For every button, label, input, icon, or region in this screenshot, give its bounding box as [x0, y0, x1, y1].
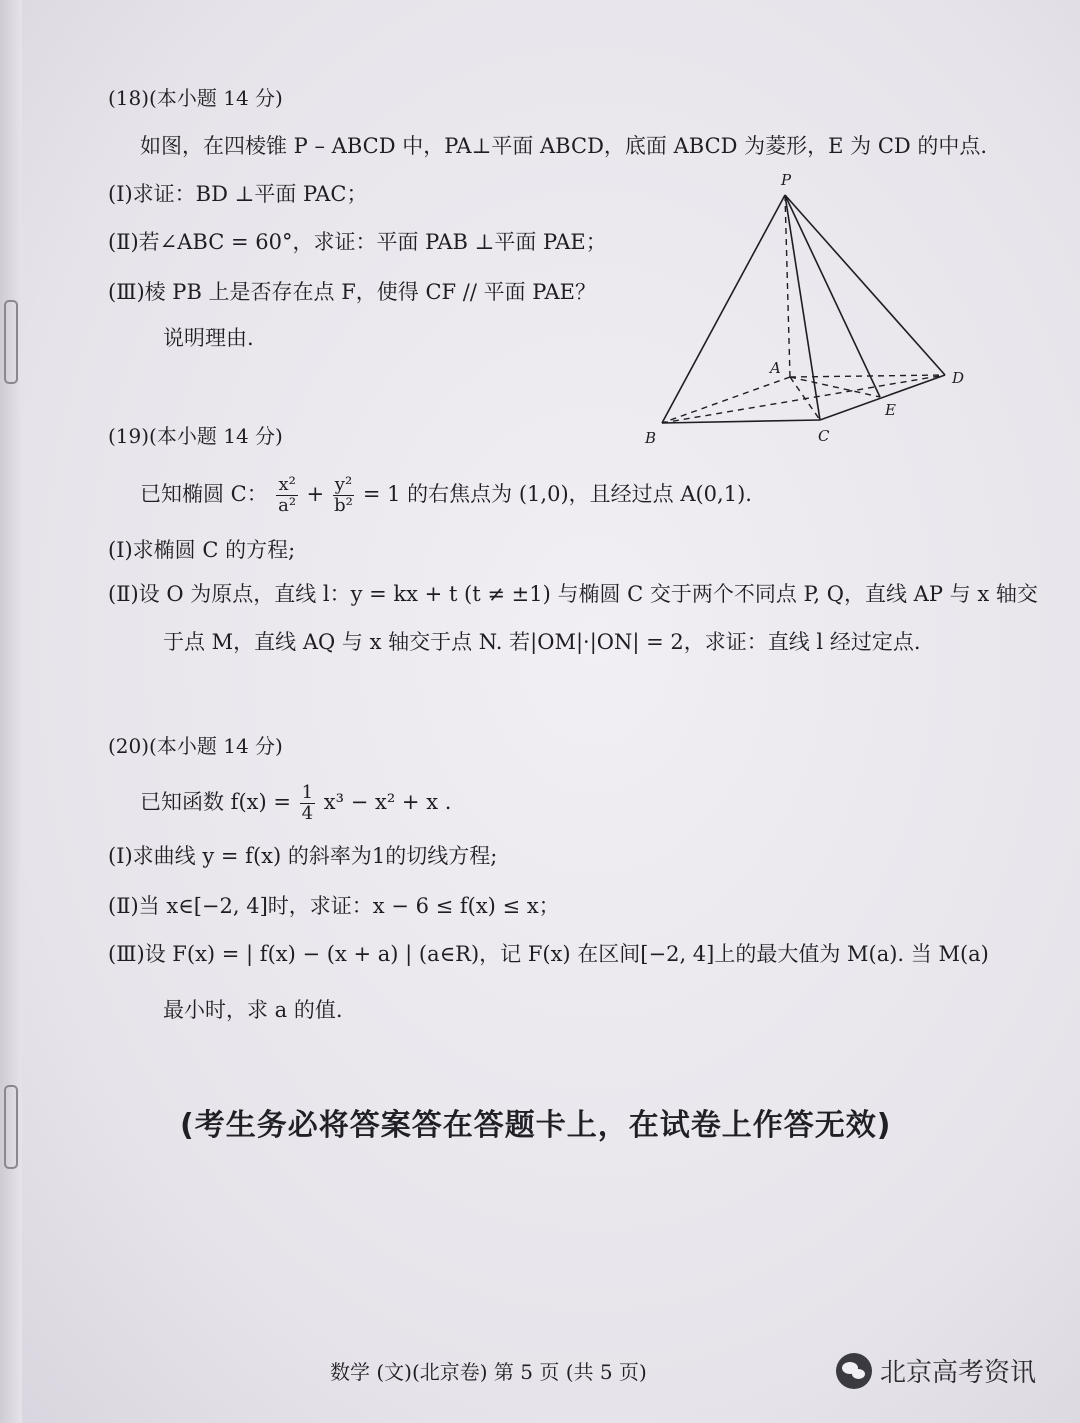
watermark-brand: [836, 1352, 1036, 1389]
edge-BC: [662, 420, 820, 423]
q20-part3: (Ⅲ)设 F(x) = | f(x) − (x + a) | (a∈R)，记 F(x) 在区间[−2, 4]上的最大值为 M(a). 当 M(a): [108, 942, 989, 966]
edge-PE: [785, 195, 880, 397]
edge-BD: [662, 375, 945, 423]
plus-sign: +: [306, 482, 325, 506]
q20-part3-cont: 最小时，求 a 的值.: [163, 998, 343, 1022]
q18-intro: 如图，在四棱锥 P – ABCD 中，PA⊥平面 ABCD，底面 ABCD 为菱形，E 为 CD 的中点.: [140, 134, 988, 158]
pyramid-figure: [640, 165, 980, 455]
frac-denominator: 4: [301, 803, 314, 824]
staple-top: [4, 300, 18, 384]
q19-header: (19)(本小题 14 分): [108, 424, 283, 448]
q20-part1: (Ⅰ)求曲线 y = f(x) 的斜率为1的切线方程;: [108, 844, 498, 868]
label-A: A: [770, 359, 781, 377]
q19-part1: (Ⅰ)求椭圆 C 的方程;: [108, 538, 296, 562]
page-footer: 数学 (文)(北京卷) 第 5 页 (共 5 页): [330, 1360, 647, 1384]
edge-PB: [662, 195, 785, 423]
q19-part2-cont: 于点 M，直线 AQ 与 x 轴交于点 N. 若|OM|·|ON| = 2，求证：直线 l 经过定点.: [163, 630, 921, 654]
fraction-y2-b2: [333, 475, 354, 516]
frac1-denominator: a²: [278, 495, 297, 516]
edge-AB: [662, 377, 790, 423]
q20-intro-pre: 已知函数 f(x) =: [140, 790, 291, 814]
q18-part2: (Ⅱ)若∠ABC = 60°，求证：平面 PAB ⊥平面 PAE；: [108, 230, 607, 254]
edge-CD: [820, 375, 945, 420]
label-E: E: [885, 401, 896, 419]
frac1-numerator: x²: [278, 474, 296, 495]
q20-header: (20)(本小题 14 分): [108, 734, 283, 758]
q19-part2: (Ⅱ)设 O 为原点，直线 l：y = kx + t (t ≠ ±1) 与椭圆 C 交于两个不同点 P, Q，直线 AP 与 x 轴交: [108, 582, 1038, 606]
q18-part3-cont: 说明理由.: [163, 326, 254, 350]
label-C: C: [818, 427, 830, 445]
label-B: B: [645, 429, 657, 447]
binding-edge: [0, 0, 22, 1423]
q18-part3: (Ⅲ)棱 PB 上是否存在点 F，使得 CF // 平面 PAE？: [108, 280, 596, 304]
brand-name: 北京高考资讯: [880, 1358, 1037, 1388]
q18-header: (18)(本小题 14 分): [108, 86, 283, 110]
label-D: D: [952, 369, 965, 387]
edge-AE: [790, 377, 880, 397]
frac2-numerator: y²: [334, 474, 353, 495]
frac-numerator: 1: [301, 782, 314, 803]
q20-part2: (Ⅱ)当 x∈[−2, 4]时，求证：x − 6 ≤ f(x) ≤ x；: [108, 894, 560, 918]
q20-intro-post: x³ − x² + x .: [323, 790, 452, 814]
q19-intro-post: = 1 的右焦点为 (1,0)，且经过点 A(0,1).: [362, 482, 752, 506]
q20-intro: [140, 778, 451, 826]
staple-bottom: [4, 1085, 18, 1169]
label-P: P: [781, 171, 792, 189]
q18-part1: (Ⅰ)求证：BD ⊥平面 PAC；: [108, 182, 368, 206]
wechat-icon: [836, 1353, 872, 1389]
exam-notice: (考生务必将答案答在答题卡上，在试卷上作答无效): [180, 1108, 892, 1143]
fraction-one-quarter: [300, 783, 315, 824]
frac2-denominator: b²: [334, 495, 353, 516]
q19-intro: [140, 470, 752, 518]
q19-intro-pre: 已知椭圆 C：: [140, 482, 268, 506]
fraction-x2-a2: [276, 475, 297, 516]
